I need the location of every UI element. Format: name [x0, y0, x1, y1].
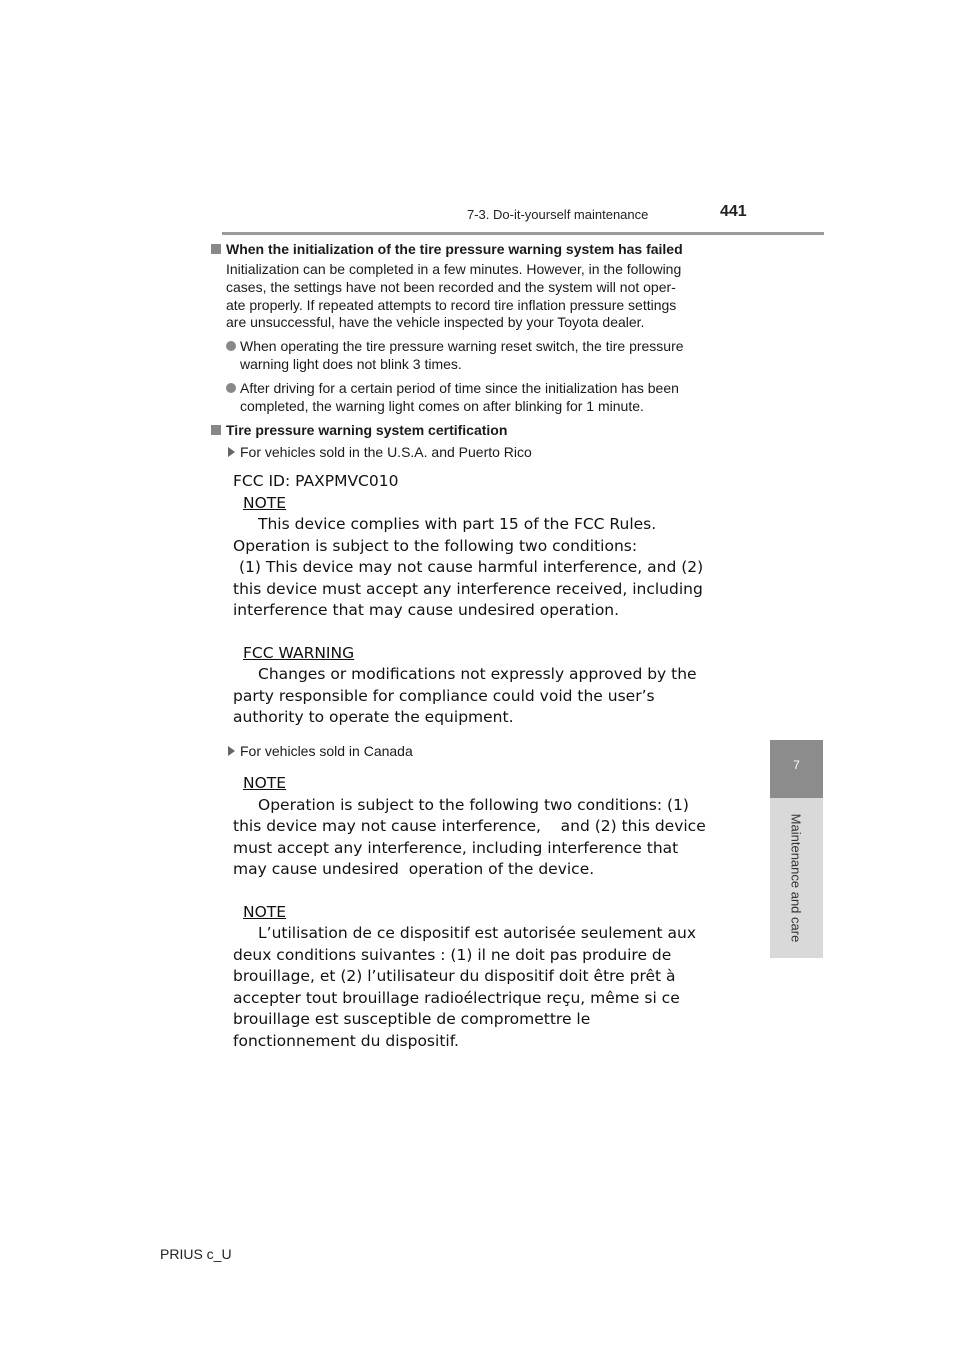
- note-title: NOTE: [243, 493, 287, 512]
- note-title: NOTE: [243, 774, 287, 792]
- arrow-right-icon: [228, 746, 235, 756]
- main-content: [211, 240, 756, 461]
- note-fr-line: deux conditions suivantes : (1) il ne doit pas produire de: [233, 945, 672, 964]
- note-title-row: [233, 493, 753, 515]
- bullet-line: When operating the tire pressure warning reset switch, the tire pressure: [240, 338, 684, 355]
- warning-title-row: [233, 643, 753, 665]
- bullet-line: After driving for a certain period of time since the initialization has been: [240, 379, 679, 396]
- note-fr-line: accepter tout brouillage radioélectrique reçu, même si ce: [233, 988, 680, 1007]
- circle-bullet-icon: [226, 383, 236, 393]
- body-paragraph: [226, 261, 756, 332]
- section-heading-text: Tire pressure warning system certification: [226, 422, 508, 439]
- spacer: [233, 881, 753, 902]
- warning-line: party responsible for compliance could void the user’s: [233, 686, 655, 705]
- bullet-item: [226, 338, 756, 374]
- section-heading-text: When the initialization of the tire pressure warning system has failed: [226, 241, 683, 257]
- note-fr-title-row: [233, 902, 753, 924]
- notice-canada: [233, 773, 753, 1052]
- spacer: [233, 622, 753, 643]
- square-bullet-icon: [211, 425, 221, 435]
- note-line: interference that may cause undesired operation.: [233, 601, 620, 619]
- note-title-row: [233, 773, 753, 795]
- note-fr-line: brouillage, et (2) l’utilisateur du dispositif doit être prêt à: [233, 967, 676, 985]
- header-section-title: 7-3. Do-it-yourself maintenance: [467, 207, 649, 222]
- body-line: cases, the settings have not been recorded and the system will not oper-: [226, 278, 676, 295]
- region-label: For vehicles sold in Canada: [240, 743, 413, 759]
- note-line: must accept any interference, including interference that: [233, 838, 679, 857]
- header-divider: [222, 232, 824, 235]
- note-fr-line: L’utilisation de ce dispositif est autorisée seulement aux: [258, 924, 697, 942]
- note-fr-line: fonctionnement du dispositif.: [233, 1031, 459, 1050]
- bullet-line: completed, the warning light comes on after blinking for 1 minute.: [240, 397, 644, 414]
- region-item-canada: [226, 742, 756, 760]
- circle-bullet-icon: [226, 341, 236, 351]
- note-fr-title: NOTE: [243, 902, 287, 921]
- body-line: are unsuccessful, have the vehicle inspected by your Toyota dealer.: [226, 314, 645, 331]
- region-label: For vehicles sold in the U.S.A. and Puerto Rico: [240, 443, 532, 460]
- region-item-canada-wrap: [211, 742, 756, 760]
- body-line: ate properly. If repeated attempts to record tire inflation pressure settings: [226, 296, 677, 313]
- section-heading: [211, 421, 756, 439]
- region-item-usa: [226, 443, 756, 461]
- arrow-right-icon: [228, 447, 235, 457]
- chapter-tab-label: Maintenance and care: [788, 813, 804, 943]
- page-number: 441: [720, 203, 747, 220]
- warning-line: Changes or modifications not expressly approved by the: [258, 665, 697, 683]
- fcc-notice-usa: [233, 471, 753, 729]
- warning-title: FCC WARNING: [243, 643, 355, 662]
- footer-model: PRIUS c_U: [160, 1246, 232, 1262]
- note-line: this device must accept any interference received, including: [233, 579, 703, 598]
- bullet-item: [226, 380, 756, 416]
- square-bullet-icon: [211, 244, 221, 254]
- bullet-line: warning light does not blink 3 times.: [240, 356, 462, 373]
- chapter-tab: 7: [770, 740, 823, 798]
- note-line: Operation is subject to the following two conditions: (1): [258, 795, 689, 814]
- note-fr-line: brouillage est susceptible de compromettre le: [233, 1010, 591, 1028]
- note-line: may cause undesired operation of the device.: [233, 860, 595, 878]
- body-line: Initialization can be completed in a few minutes. However, in the following: [226, 261, 682, 278]
- fcc-id: FCC ID: PAXPMVC010: [233, 472, 399, 490]
- note-line: Operation is subject to the following two conditions:: [233, 536, 638, 555]
- warning-line: authority to operate the equipment.: [233, 708, 514, 726]
- note-line: This device complies with part 15 of the FCC Rules.: [258, 515, 657, 533]
- note-line: this device may not cause interference, and (2) this device: [233, 817, 706, 835]
- section-heading: [211, 240, 756, 258]
- note-line: (1) This device may not cause harmful interference, and (2): [239, 558, 704, 576]
